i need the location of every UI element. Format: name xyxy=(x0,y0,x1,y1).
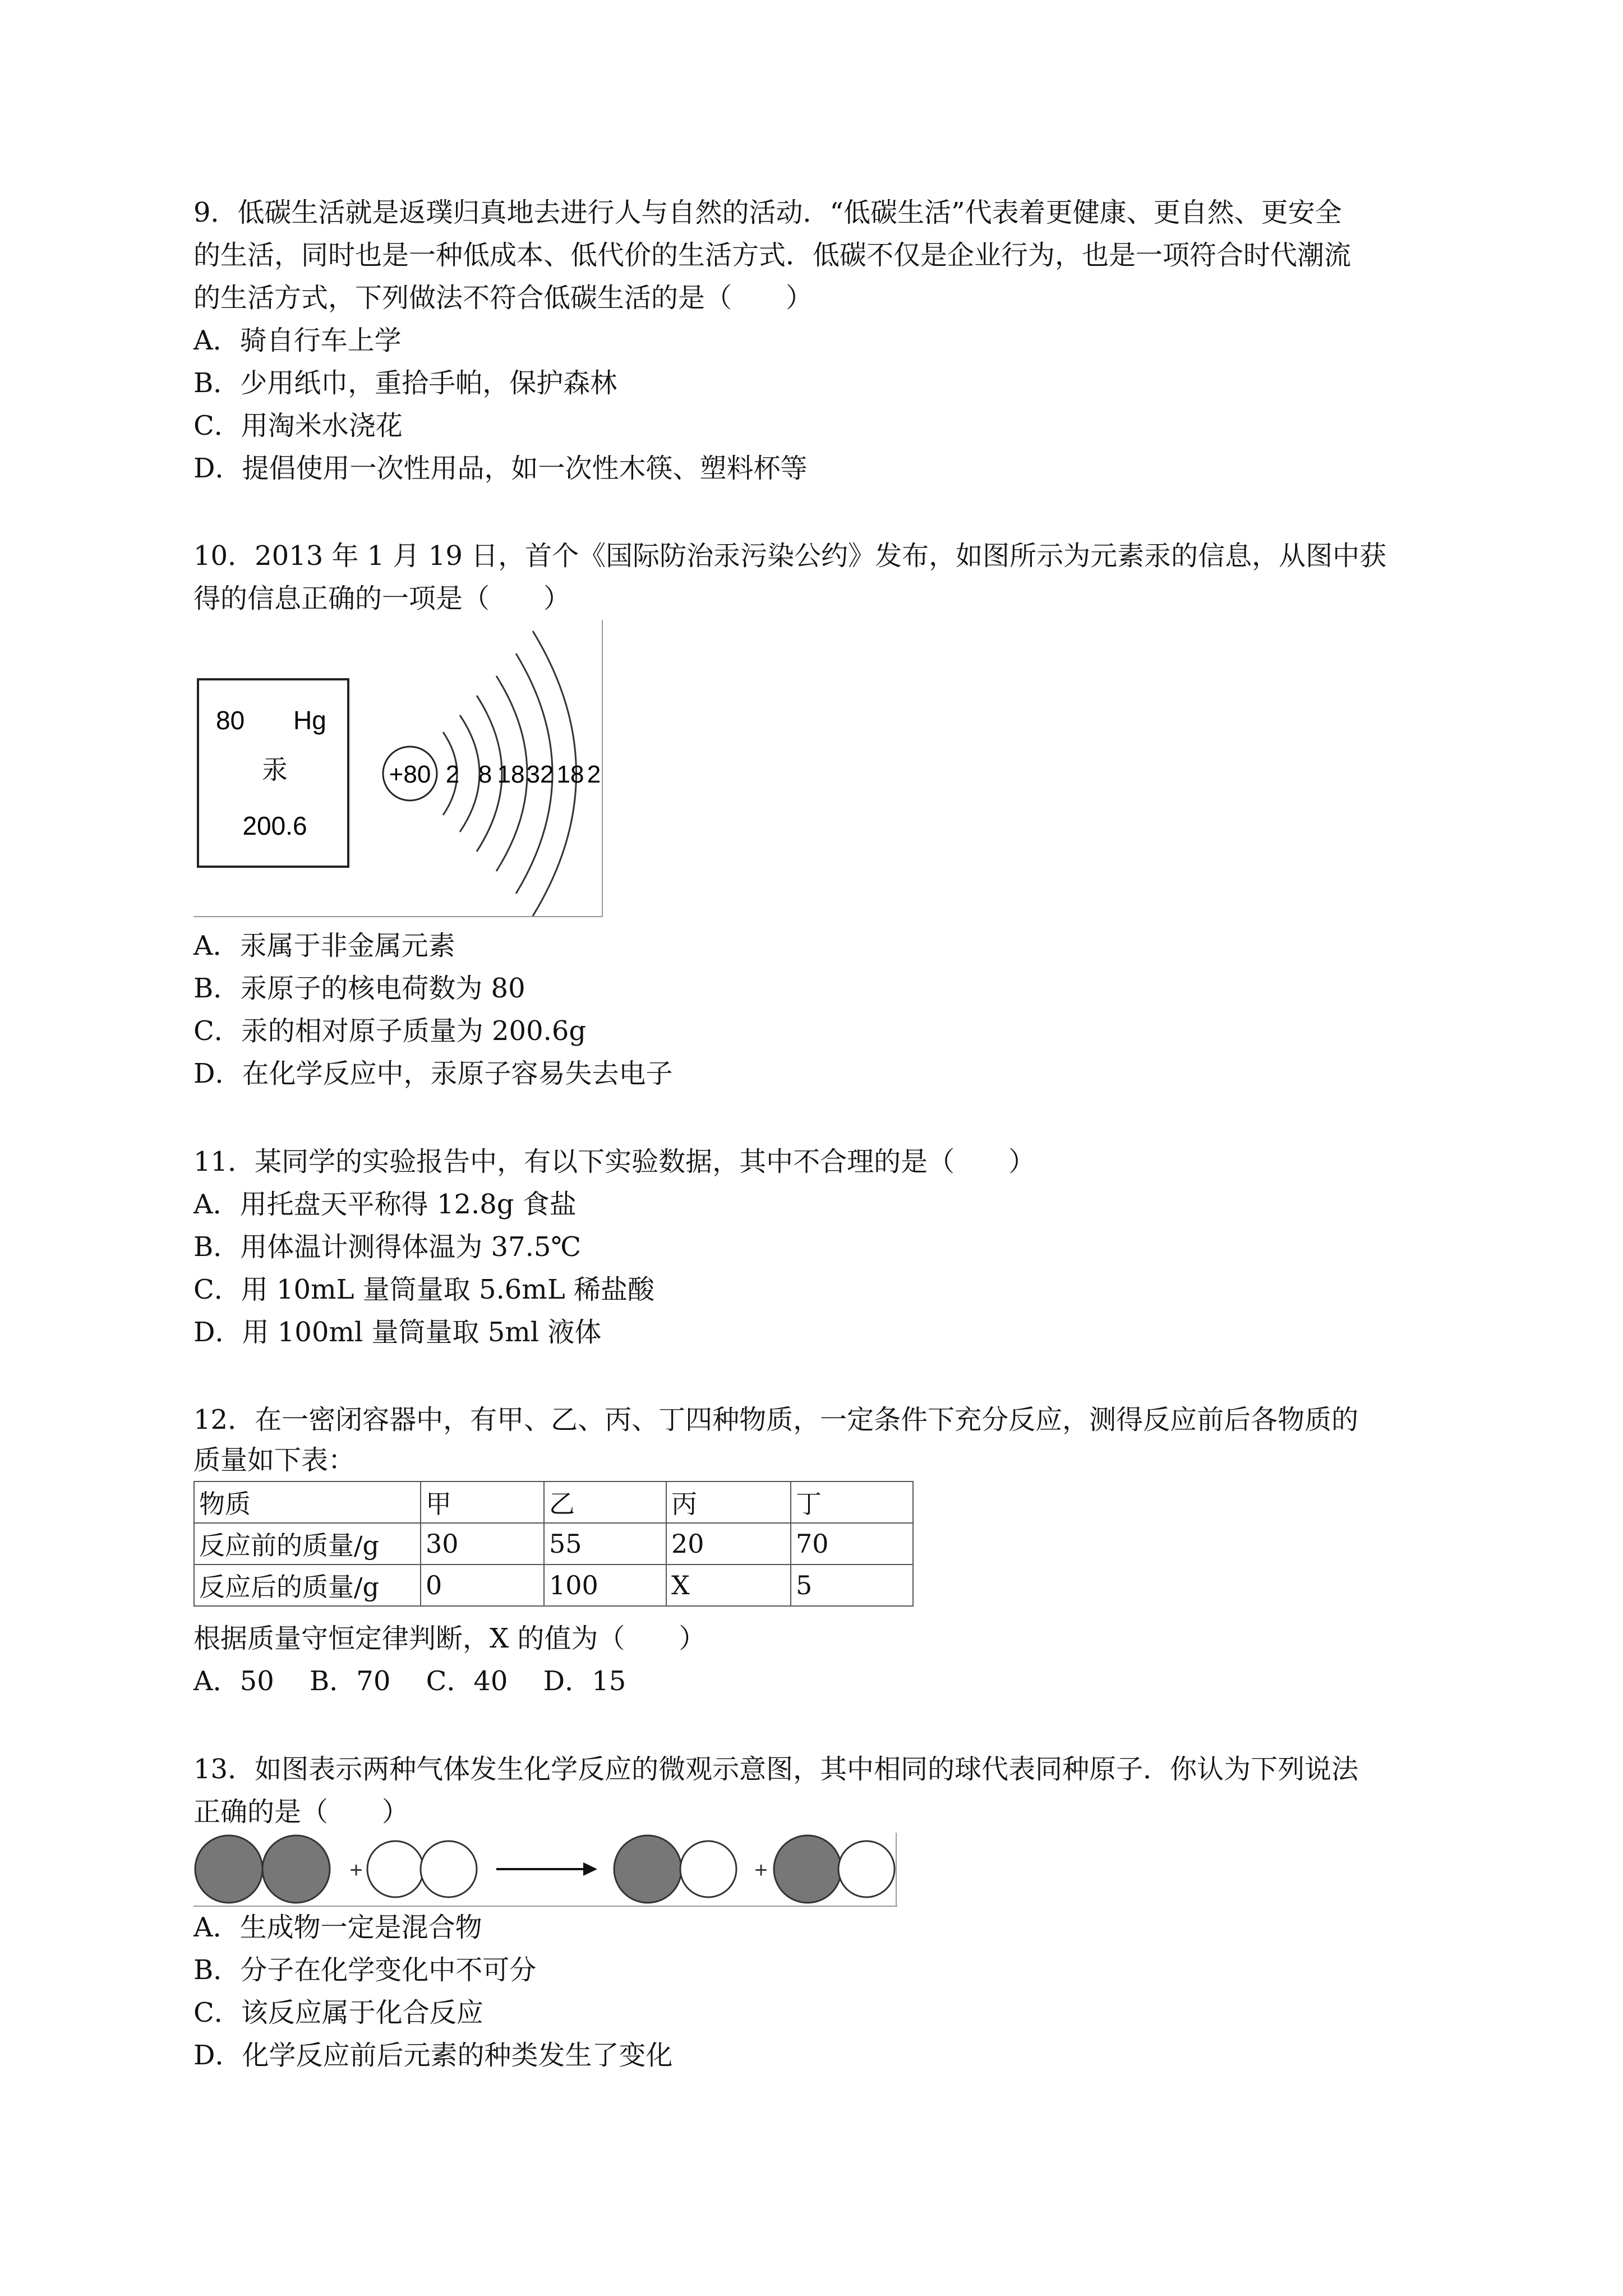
element-symbol: Hg xyxy=(293,706,326,735)
q11-stem: 11．某同学的实验报告中，有以下实验数据，其中不合理的是（ ） xyxy=(193,1146,1036,1177)
q12-question: 根据质量守恒定律判断，X 的值为（ ） xyxy=(193,1623,706,1654)
mass-table xyxy=(193,1481,914,1607)
table-cell: 20 xyxy=(666,1523,791,1565)
table-header-cell: 物质 xyxy=(194,1481,421,1523)
q9-option-c: C．用淘米水浇花 xyxy=(193,410,403,441)
white-atom xyxy=(680,1841,736,1897)
q13-option-c: C．该反应属于化合反应 xyxy=(193,1997,483,2028)
table-cell: 55 xyxy=(544,1523,666,1565)
table-header-cell: 丙 xyxy=(666,1481,791,1523)
q13-stem-line-1: 13．如图表示两种气体发生化学反应的微观示意图，其中相同的球代表同种原子．你认为下列说法 xyxy=(193,1754,1359,1785)
table-cell: 0 xyxy=(421,1565,544,1606)
atomic-mass: 200.6 xyxy=(242,811,307,840)
table-header-cell: 乙 xyxy=(544,1481,666,1523)
white-atom xyxy=(421,1841,477,1897)
q10-option-a: A．汞属于非金属元素 xyxy=(193,930,455,961)
q12-stem-line-1: 12．在一密闭容器中，有甲、乙、丙、丁四种物质，一定条件下充分反应，测得反应前后各物质的 xyxy=(193,1404,1359,1435)
shell-electrons: 2 xyxy=(587,761,601,788)
q12-options: A．50 B．70 C．40 D．15 xyxy=(193,1665,626,1697)
atomic-number: 80 xyxy=(216,706,245,735)
table-cell: 30 xyxy=(421,1523,544,1565)
q9-stem-line-2: 的生活，同时也是一种低成本、低代价的生活方式．低碳不仅是企业行为，也是一项符合时代潮流 xyxy=(193,240,1352,271)
q11-option-d: D．用 100ml 量筒量取 5ml 液体 xyxy=(193,1317,602,1348)
table-header-cell: 甲 xyxy=(421,1481,544,1523)
q10-option-c: C．汞的相对原子质量为 200.6g xyxy=(193,1015,587,1047)
shell-electrons: 18 xyxy=(497,761,525,788)
q13-option-d: D．化学反应前后元素的种类发生了变化 xyxy=(193,2040,673,2071)
shell-electrons: 8 xyxy=(478,761,492,788)
q11-option-c: C．用 10mL 量筒量取 5.6mL 稀盐酸 xyxy=(193,1274,654,1305)
q13-option-a: A．生成物一定是混合物 xyxy=(193,1912,482,1943)
arrow-head xyxy=(583,1862,597,1876)
plus-sign: + xyxy=(754,1858,768,1883)
q12-stem-line-2: 质量如下表： xyxy=(193,1444,356,1476)
q10-stem-line-1: 10．2013 年 1 月 19 日，首个《国际防治汞污染公约》发布，如图所示为元素汞的信息，从图中获 xyxy=(193,540,1387,572)
q10-stem-line-2: 得的信息正确的一项是（ ） xyxy=(193,583,571,614)
table-header-row xyxy=(194,1481,913,1523)
table-cell: 反应后的质量/g xyxy=(194,1565,421,1606)
table-header-cell: 丁 xyxy=(791,1481,913,1523)
shell-electrons: 32 xyxy=(526,761,554,788)
table-cell: 5 xyxy=(791,1565,913,1606)
q9-stem-line-1: 9．低碳生活就是返璞归真地去进行人与自然的活动．“低碳生活”代表着更健康、更自然、更安全 xyxy=(193,197,1342,228)
mercury-element-figure xyxy=(193,620,603,917)
white-atom xyxy=(838,1841,895,1897)
table-cell: X xyxy=(666,1565,791,1606)
gray-atom xyxy=(614,1835,681,1903)
table-row xyxy=(194,1565,913,1606)
gray-atom xyxy=(262,1835,330,1903)
gray-atom xyxy=(774,1835,841,1903)
table-cell: 100 xyxy=(544,1565,666,1606)
q9-option-d: D．提倡使用一次性用品，如一次性木筷、塑料杯等 xyxy=(193,453,808,484)
q11-option-a: A．用托盘天平称得 12.8g 食盐 xyxy=(193,1189,577,1220)
nucleus-charge: +80 xyxy=(389,761,431,788)
reaction-diagram xyxy=(193,1832,897,1907)
shell-electrons: 2 xyxy=(445,761,460,788)
q13-option-b: B．分子在化学变化中不可分 xyxy=(193,1954,537,1986)
element-name: 汞 xyxy=(262,754,288,785)
q9-option-b: B．少用纸巾，重拾手帕，保护森林 xyxy=(193,367,617,399)
gray-atom xyxy=(195,1835,262,1903)
table-cell: 反应前的质量/g xyxy=(194,1523,421,1565)
q11-option-b: B．用体温计测得体温为 37.5℃ xyxy=(193,1231,582,1263)
q9-stem-line-3: 的生活方式，下列做法不符合低碳生活的是（ ） xyxy=(193,282,813,314)
q10-option-b: B．汞原子的核电荷数为 80 xyxy=(193,973,525,1004)
white-atom xyxy=(367,1841,423,1897)
shell-electrons: 18 xyxy=(556,761,584,788)
q9-option-a: A．骑自行车上学 xyxy=(193,325,402,356)
table-cell: 70 xyxy=(791,1523,913,1565)
q10-option-d: D．在化学反应中，汞原子容易失去电子 xyxy=(193,1058,673,1089)
table-row xyxy=(194,1523,913,1565)
plus-sign: + xyxy=(349,1858,363,1883)
q13-stem-line-2: 正确的是（ ） xyxy=(193,1796,409,1828)
